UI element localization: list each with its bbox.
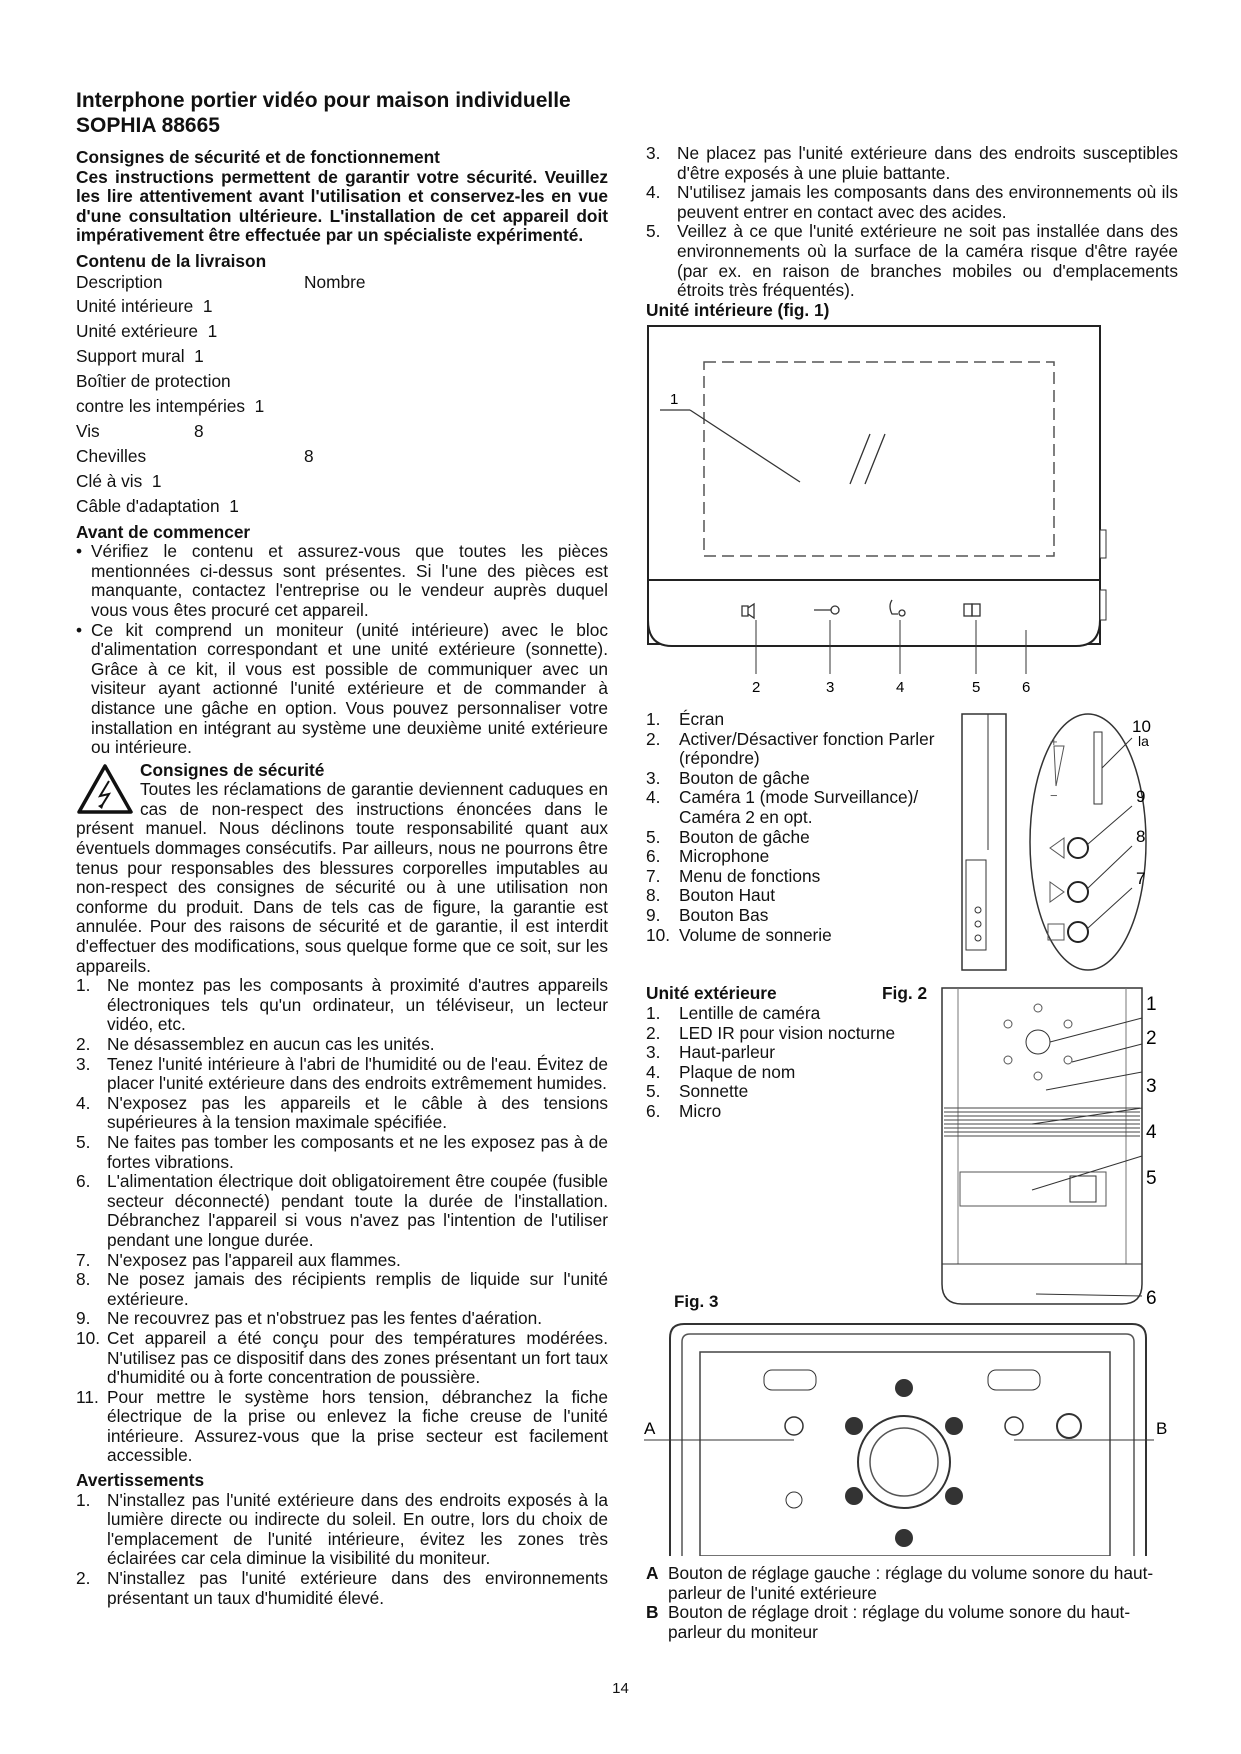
bullet-icon: • <box>76 619 83 640</box>
list-item <box>76 1251 608 1271</box>
list-item <box>76 1035 608 1055</box>
legend-key: A <box>646 1563 659 1583</box>
mount-slot <box>988 1370 1040 1390</box>
list-number: 3. <box>646 143 661 163</box>
list-item-text: Vérifiez le contenu et assurez-vous que toutes les pièces mentionnées ci-dessus sont présentes. Si l'une des pièces est manquante, contactez l'entreprise ou le vendeur auprès duquel vous vous êtes procuré cet appareil. <box>91 541 608 620</box>
legend-key: B <box>646 1602 659 1623</box>
adjust-knob-a <box>785 1417 803 1435</box>
delivery-heading: Contenu de la livraison <box>76 250 267 271</box>
list-item <box>646 906 946 926</box>
monitor-side-profile <box>962 714 1006 970</box>
delivery-row <box>76 369 608 394</box>
side-button <box>1100 530 1106 558</box>
list-number: 7. <box>76 1249 91 1270</box>
list-item-text: N'exposez pas les appareils et le câble à des tensions supérieures à la tension maximale spécifiée. <box>107 1092 608 1133</box>
list-number: 5. <box>646 1081 661 1102</box>
list-item <box>76 1172 608 1250</box>
list-item-text: N'installez pas l'unité extérieure dans des endroits exposés à la lumière directe ou indirecte du soleil. En outre, lors du choix de l'emplacement de l'unité intérieure, évitez les zones très éclairées car cela diminue la visibilité du moniteur. <box>107 1489 608 1569</box>
screw-hole <box>945 1417 963 1435</box>
delivery-item-name: contre les intempéries <box>76 395 246 416</box>
callout-1: 1 <box>1146 994 1157 1015</box>
list-item <box>76 1569 608 1608</box>
figure-3-back-panel <box>644 1316 1174 1556</box>
list-number: 10. <box>646 924 671 945</box>
list-number: 2. <box>646 728 661 749</box>
legend-text: LED IR pour vision nocturne <box>679 1022 896 1043</box>
figure-1-side-view <box>956 710 1186 980</box>
adjust-knob-b <box>1005 1417 1023 1435</box>
delivery-item-qty: 8 <box>194 420 204 441</box>
list-item-text: Ne posez jamais des récipients remplis de liquide sur l'unité extérieure. <box>107 1269 608 1309</box>
list-item <box>646 828 946 848</box>
camera-lens-ring <box>870 1428 938 1496</box>
fig1-legend <box>646 710 946 945</box>
list-item <box>646 788 946 827</box>
list-item <box>76 1388 608 1466</box>
list-item-text: Ne recouvrez pas et n'obstruez pas les fentes d'aération. <box>107 1308 543 1329</box>
callout-10: 10 <box>1132 717 1151 736</box>
page-title <box>76 88 608 138</box>
warning-triangle-icon <box>76 763 134 815</box>
delivery-item-name: Câble d'adaptation <box>76 495 220 516</box>
list-item <box>646 1043 936 1063</box>
list-number: 1. <box>646 709 661 729</box>
list-item-text: Pour mettre le système hors tension, débranchez la fiche électrique de la prise ou enlevez la fiche creuse de l'unité intérieure. Assurez-vous que la prise secteur est facilement accessible. <box>107 1386 608 1466</box>
page-number: 14 <box>612 1680 629 1697</box>
figure-2-outdoor-unit <box>936 984 1176 1314</box>
fig2-legend <box>646 1004 936 1122</box>
mount-slot <box>764 1370 816 1390</box>
inner-frame <box>682 1334 1134 1556</box>
legend-text: Haut-parleur <box>679 1042 776 1063</box>
list-item-text: Veillez à ce que l'unité extérieure ne soit pas installée dans des environnements où la surface de la caméra risque d'être rayée (par ex. en raison de branches mobiles ou d'emplacements étroits très fréquentés). <box>677 221 1178 301</box>
doorbell-button <box>1070 1176 1096 1202</box>
legend-text: Lentille de caméra <box>679 1003 821 1023</box>
legend-text: Bouton Bas <box>679 904 769 925</box>
legend-text: Caméra 1 (mode Surveillance)/ Caméra 2 en opt. <box>679 787 919 827</box>
callout-b: B <box>1156 1419 1168 1438</box>
list-number: 6. <box>76 1171 91 1192</box>
list-item-text: Tenez l'unité intérieure à l'abri de l'humidité ou de l'eau. Évitez de placer l'unité extérieure dans des endroits extrêmement humides. <box>107 1053 608 1094</box>
title-line-2: SOPHIA 88665 <box>76 114 220 137</box>
list-item <box>646 222 1178 300</box>
legend-text: Activer/Désactiver fonction Parler (répondre) <box>679 728 935 769</box>
right-column <box>646 144 1178 320</box>
list-item <box>76 542 608 620</box>
list-number: 6. <box>646 1100 661 1121</box>
list-item <box>646 730 946 769</box>
list-number: 4. <box>646 182 661 203</box>
callout-2: 2 <box>752 679 761 696</box>
list-number: 11. <box>76 1386 99 1407</box>
list-item <box>646 144 1178 183</box>
list-item-text: Ce kit comprend un moniteur (unité intérieure) avec le bloc d'alimentation correspondant et une unité extérieure (sonnette). Grâce à ce kit, il vous est possible de communiquer avec un visiteur ayant actionné l'unité extérieure et de commander à distance une gâche en option. Vous pouvez personnaliser votre installation en intégrant au système une deuxième unité extérieure ou intérieure. <box>91 619 608 758</box>
callout-9: 9 <box>1136 787 1146 806</box>
delivery-row <box>76 319 608 344</box>
list-number: 1. <box>76 975 91 996</box>
list-item-text: N'installez pas l'unité extérieure dans des environnements présentant un taux d'humidité élevé. <box>107 1568 608 1608</box>
legend-text: Menu de fonctions <box>679 865 821 886</box>
list-item-text: Ne montez pas les composants à proximité d'autres appareils électroniques tels qu'un ordinateur, un téléviseur, un lecteur vidéo, etc. <box>107 975 608 1035</box>
outdoor-unit-body <box>942 988 1142 1304</box>
fig2-header <box>646 984 936 1004</box>
delivery-item-qty: 1 <box>254 395 265 416</box>
list-item <box>646 847 946 867</box>
fig2-heading: Unité extérieure <box>646 983 777 1003</box>
fig2-label: Fig. 2 <box>882 983 928 1003</box>
list-number: 4. <box>76 1092 91 1113</box>
list-item-text: N'utilisez jamais les composants dans des environnements où ils peuvent entrer en contact avec des acides. <box>677 182 1178 222</box>
delivery-item-name: Chevilles <box>76 445 147 466</box>
list-number: 4. <box>646 787 661 808</box>
callout-8: 8 <box>1136 827 1146 846</box>
screw-hole <box>895 1379 913 1397</box>
delivery-table <box>76 272 608 519</box>
warnings-list-continued <box>646 144 1178 301</box>
list-item-text: Ne placez pas l'unité extérieure dans des endroits susceptibles d'être exposés à une pluie battante. <box>677 143 1178 183</box>
list-item <box>76 621 608 758</box>
list-number: 2. <box>76 1034 91 1054</box>
delivery-item-qty: 1 <box>207 320 218 341</box>
list-item-text: Ne faites pas tomber les composants et ne les exposez pas à de fortes vibrations. <box>107 1131 608 1172</box>
delivery-col-description: Description <box>76 271 163 292</box>
callout-3: 3 <box>1146 1076 1157 1097</box>
callout-4: 4 <box>896 679 905 696</box>
safety-ops-heading: Consignes de sécurité et de fonctionnement <box>76 147 440 167</box>
delivery-header-row <box>76 272 608 292</box>
list-item <box>646 1102 936 1122</box>
legend-text: Microphone <box>679 846 770 867</box>
fig1-heading: Unité intérieure (fig. 1) <box>646 299 830 320</box>
callout-3: 3 <box>826 679 835 696</box>
legend-text: Volume de sonnerie <box>679 924 832 945</box>
delivery-col-quantity: Nombre <box>304 271 366 292</box>
legend-text: Bouton Haut <box>679 885 776 906</box>
delivery-row <box>76 494 608 519</box>
list-item <box>76 1491 608 1569</box>
legend-text: Bouton de réglage droit : réglage du volume sonore du haut-parleur du moniteur <box>668 1602 1131 1642</box>
list-number: 3. <box>646 1042 661 1063</box>
list-item <box>76 1055 608 1094</box>
list-item <box>646 1082 936 1102</box>
list-number: 8. <box>76 1269 91 1290</box>
list-item <box>76 1309 608 1329</box>
screw-hole <box>845 1487 863 1505</box>
legend-text: Plaque de nom <box>679 1061 796 1082</box>
callout-7: 7 <box>1136 869 1146 888</box>
callout-6: 6 <box>1022 679 1031 696</box>
delivery-row <box>76 394 608 419</box>
list-item-text: Ne désassemblez en aucun cas les unités. <box>107 1034 435 1054</box>
list-item <box>76 976 608 1035</box>
before-heading: Avant de commencer <box>76 521 251 542</box>
delivery-item-qty: 1 <box>151 470 162 491</box>
list-item <box>646 1063 936 1083</box>
screw-hole <box>895 1529 913 1547</box>
list-item <box>646 1564 1166 1603</box>
list-item <box>76 1133 608 1172</box>
callout-2: 2 <box>1146 1028 1157 1049</box>
screw-hole <box>945 1487 963 1505</box>
legend-text: Bouton de gâche <box>679 767 810 788</box>
list-number: 6. <box>646 846 661 867</box>
before-list <box>76 542 608 758</box>
connector <box>1057 1414 1081 1438</box>
list-number: 1. <box>646 1003 661 1023</box>
list-number: 4. <box>646 1061 661 1082</box>
list-item <box>646 1603 1166 1642</box>
legend-text: Bouton de réglage gauche : réglage du volume sonore du haut-parleur de l'unité extérieure <box>668 1563 1154 1603</box>
list-number: 3. <box>76 1053 91 1074</box>
safety-list <box>76 976 608 1466</box>
up-button <box>1068 838 1088 858</box>
delivery-item-qty: 1 <box>202 295 213 316</box>
list-item <box>646 769 946 789</box>
fig3-legend <box>646 1564 1166 1642</box>
delivery-row <box>76 444 608 469</box>
monitor-bottom-bezel <box>648 580 1100 646</box>
list-item <box>646 183 1178 222</box>
list-number: 5. <box>646 826 661 847</box>
list-number: 3. <box>646 767 661 788</box>
list-item <box>76 1329 608 1388</box>
list-item <box>646 1004 936 1024</box>
plus-icon: + <box>1050 734 1058 749</box>
list-number: 8. <box>646 885 661 906</box>
list-item <box>646 926 946 946</box>
list-number: 1. <box>76 1489 91 1510</box>
minus-icon: − <box>1050 788 1058 803</box>
warnings-heading: Avertissements <box>76 1470 205 1491</box>
callout-10-suffix: la <box>1138 733 1149 749</box>
delivery-item-name: Unité extérieure <box>76 320 198 341</box>
safety-text: Toutes les réclamations de garantie deviennent caduques en cas de non-respect des instructions énoncées dans le présent manuel. Nous déclinons toute responsabilité quant aux éventuels dommages consécutifs. Par ailleurs, nous ne pourrons être tenus pour responsables des blessures corporelles imputables au non-respect des consignes de sécurité ou à une utilisation non conforme du produit. Dans de tels cas de figure, la garantie est annulée. Pour des raisons de sécurité et de garantie, il est interdit d'effectuer des modifications, sous quelque forme que ce soit, sur les appareils. <box>76 779 608 976</box>
callout-5: 5 <box>1146 1168 1157 1189</box>
down-button <box>1068 882 1088 902</box>
list-item <box>646 886 946 906</box>
figure-1-indoor-unit <box>640 320 1110 700</box>
callout-1: 1 <box>670 391 679 408</box>
delivery-row <box>76 294 608 319</box>
mic-hole <box>786 1492 802 1508</box>
list-item <box>646 710 946 730</box>
safety-ops-text: Ces instructions permettent de garantir votre sécurité. Veuillez les lire attentivement avant l'utilisation et conservez-les en vue d'une consultation ultérieure. L'installation de cet appareil doit impérativement être effectuée par un spécialiste expérimenté. <box>76 166 608 246</box>
callout-4: 4 <box>1146 1122 1157 1143</box>
list-number: 2. <box>76 1568 91 1589</box>
delivery-item-name: Unité intérieure <box>76 295 194 316</box>
list-item-text: L'alimentation électrique doit obligatoirement être coupée (fusible secteur déconnecté) pendant toute la durée de l'installation. Débranchez l'appareil si vous n'avez pas l'intention de l'utiliser pendant une longue durée. <box>107 1171 608 1250</box>
legend-text: Sonnette <box>679 1081 749 1102</box>
delivery-item-qty: 1 <box>229 495 239 516</box>
delivery-item-name: Clé à vis <box>76 470 143 491</box>
list-number: 7. <box>646 865 661 886</box>
safety-heading: Consignes de sécurité <box>140 759 325 780</box>
delivery-row <box>76 344 608 369</box>
delivery-item-qty: 8 <box>304 445 314 466</box>
screw-hole <box>845 1417 863 1435</box>
warnings-list <box>76 1491 608 1609</box>
title-line-1: Interphone portier vidéo pour maison individuelle <box>76 89 571 112</box>
list-number: 5. <box>646 221 661 242</box>
callout-5: 5 <box>972 679 981 696</box>
delivery-item-name: Support mural <box>76 345 185 366</box>
delivery-item-name: Vis <box>76 420 100 441</box>
list-item <box>646 1024 936 1044</box>
list-item-text: Cet appareil a été conçu pour des températures modérées. N'utilisez pas ce dispositif dans des zones présentant un fort taux d'humidité ou à forte concentration de poussière. <box>107 1327 608 1388</box>
delivery-row <box>76 469 608 494</box>
camera-housing <box>858 1416 950 1508</box>
bullet-icon: • <box>76 541 83 562</box>
list-number: 9. <box>76 1308 91 1329</box>
list-item <box>76 1094 608 1133</box>
callout-6: 6 <box>1146 1288 1157 1309</box>
legend-text: Bouton de gâche <box>679 826 810 847</box>
list-number: 9. <box>646 904 661 925</box>
list-item <box>646 867 946 887</box>
fig3-label: Fig. 3 <box>674 1292 719 1311</box>
list-item-text: N'exposez pas l'appareil aux flammes. <box>107 1249 401 1270</box>
fig2-legend-block <box>646 984 936 1122</box>
left-column <box>76 88 608 1608</box>
list-number: 10. <box>76 1327 101 1348</box>
legend-text: Micro <box>679 1100 722 1121</box>
safety-section <box>76 761 608 977</box>
legend-text: Écran <box>679 709 725 729</box>
list-item <box>76 1270 608 1309</box>
list-number: 2. <box>646 1022 661 1043</box>
delivery-row <box>76 419 608 444</box>
callout-a: A <box>644 1419 656 1438</box>
delivery-item-qty: 1 <box>194 345 204 366</box>
menu-button <box>1068 922 1088 942</box>
list-number: 5. <box>76 1131 91 1152</box>
side-button <box>1100 590 1106 620</box>
delivery-item-name: Boîtier de protection <box>76 370 231 391</box>
